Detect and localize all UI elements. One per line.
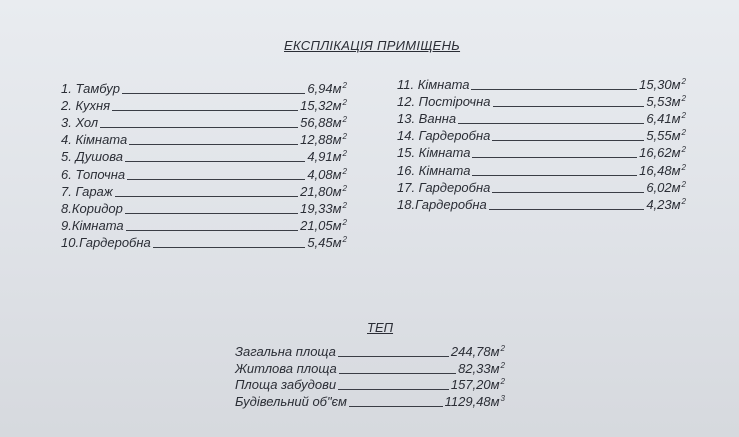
room-row-label: 11. Кімната <box>397 77 470 92</box>
leader-line <box>129 143 298 145</box>
room-row <box>61 113 347 130</box>
unit-power: 2 <box>681 196 686 206</box>
leader-line <box>125 160 305 162</box>
unit-power: 2 <box>681 128 686 138</box>
room-row-value: $21,05м^2$ <box>300 217 347 233</box>
tep-row-value: $157,20м^2$ <box>450 377 505 392</box>
room-row-value: $16,48м^2$ <box>639 162 686 178</box>
room-row-label: 1. Тамбур <box>61 81 121 96</box>
unit-power: 2 <box>342 81 347 90</box>
room-row-value: $15,32м^2$ <box>300 98 347 114</box>
room-row-label: 4. Кімната <box>61 132 128 148</box>
unit-power: 2 <box>500 344 505 353</box>
room-row-value: $4,91м^2$ <box>307 149 347 165</box>
room-row <box>397 92 686 109</box>
unit-power: 2 <box>500 360 505 370</box>
leader-line <box>472 156 637 158</box>
tep-row <box>235 375 505 392</box>
tep-row-value: $1129,48м^3$ <box>444 393 505 409</box>
leader-line <box>338 355 449 357</box>
leader-line <box>112 109 298 111</box>
leader-line <box>126 229 298 231</box>
room-row <box>61 79 347 96</box>
unit-power: 2 <box>681 179 686 189</box>
tep-row <box>235 359 505 376</box>
room-row-label: 7. Гараж <box>61 183 113 199</box>
tep-title: ТЕП <box>367 320 394 335</box>
room-row <box>61 96 347 113</box>
room-row-value: $5,45м^2$ <box>307 234 347 250</box>
unit-power: 2 <box>681 145 686 155</box>
room-row-label: 10.Гардеробна <box>61 234 151 250</box>
room-row-value: $6,02м^2$ <box>646 179 686 195</box>
unit-power: 3 <box>500 393 505 403</box>
room-row-label: 16. Кімната <box>397 162 471 178</box>
tep-row <box>235 342 505 359</box>
leader-line <box>492 139 644 141</box>
room-row-value: $15,30м^2$ <box>639 77 686 92</box>
unit-power: 2 <box>681 94 686 104</box>
room-row-label: 2. Кухня <box>61 98 111 114</box>
unit-power: 2 <box>342 234 347 244</box>
unit-power: 2 <box>500 377 505 386</box>
leader-line <box>338 388 449 390</box>
room-row-label: 3. Хол <box>61 115 99 131</box>
tep-row-label: Площа забудови <box>235 377 337 392</box>
room-row <box>61 233 347 250</box>
unit-power: 2 <box>342 217 347 227</box>
leader-line <box>127 178 305 180</box>
leader-line <box>471 88 637 90</box>
unit-power: 2 <box>342 200 347 210</box>
tep-row-label: Житлова площа <box>235 360 337 376</box>
room-row-value: $19,33м^2$ <box>300 200 347 216</box>
tep-row-value: $244,78м^2$ <box>450 344 505 359</box>
room-row <box>397 178 686 195</box>
room-row-label: 13. Ванна <box>397 111 457 127</box>
unit-power: 2 <box>681 162 686 172</box>
leader-line <box>349 405 443 407</box>
room-row <box>397 143 686 160</box>
unit-power: 2 <box>342 115 347 125</box>
room-row <box>397 126 686 143</box>
leader-line <box>115 195 298 197</box>
room-row <box>397 195 686 212</box>
room-row <box>61 199 347 216</box>
room-row <box>397 75 686 92</box>
unit-power: 2 <box>342 132 347 142</box>
room-row-value: $4,23м^2$ <box>646 196 686 212</box>
leader-line <box>458 122 644 124</box>
room-row-value: $16,62м^2$ <box>639 145 686 161</box>
document-title: ЕКСПЛІКАЦІЯ ПРИМІЩЕНЬ <box>284 38 461 53</box>
room-row <box>61 216 347 233</box>
leader-line <box>489 208 645 210</box>
leader-line <box>100 126 298 128</box>
room-row <box>397 161 686 178</box>
tep-row-label: Будівельний об"єм <box>235 393 347 409</box>
room-row-value: $21,80м^2$ <box>300 183 347 199</box>
unit-power: 2 <box>681 111 686 121</box>
room-row-value: $6,94м^2$ <box>307 81 347 96</box>
leader-line <box>339 372 456 374</box>
tep-row-value: $82,33м^2$ <box>458 360 505 376</box>
room-row-value: $4,08м^2$ <box>307 166 347 182</box>
room-row-value: $5,53м^2$ <box>646 94 686 110</box>
unit-power: 2 <box>681 77 686 86</box>
leader-line <box>153 246 306 248</box>
room-row-value: $5,55м^2$ <box>646 128 686 144</box>
unit-power: 2 <box>342 166 347 176</box>
tep-row-label: Загальна площа <box>235 344 336 359</box>
leader-line <box>492 191 644 193</box>
leader-line <box>472 174 637 176</box>
room-row-label: 18.Гардеробна <box>397 196 487 212</box>
unit-power: 2 <box>342 149 347 159</box>
leader-line <box>493 105 645 107</box>
room-row <box>397 109 686 126</box>
room-row-label: 5. Душова <box>61 149 124 165</box>
room-row-label: 14. Гардеробна <box>397 128 491 144</box>
room-row-label: 8.Коридор <box>61 200 123 216</box>
room-row-label: 12. Постірочна <box>397 94 491 110</box>
room-row <box>61 182 347 199</box>
room-row-label: 17. Гардеробна <box>397 179 491 195</box>
leader-line <box>125 212 298 214</box>
room-row-value: $12,88м^2$ <box>300 132 347 148</box>
room-row <box>61 147 347 164</box>
room-row-label: 9.Кімната <box>61 217 124 233</box>
room-row <box>61 130 347 147</box>
room-row-value: $56,88м^2$ <box>300 115 347 131</box>
room-row-value: $6,41м^2$ <box>646 111 686 127</box>
room-row-label: 15. Кімната <box>397 145 471 161</box>
unit-power: 2 <box>342 98 347 108</box>
leader-line <box>122 92 305 94</box>
tep-row <box>235 392 505 409</box>
unit-power: 2 <box>342 183 347 193</box>
room-row-label: 6. Топочна <box>61 166 126 182</box>
room-row <box>61 165 347 182</box>
